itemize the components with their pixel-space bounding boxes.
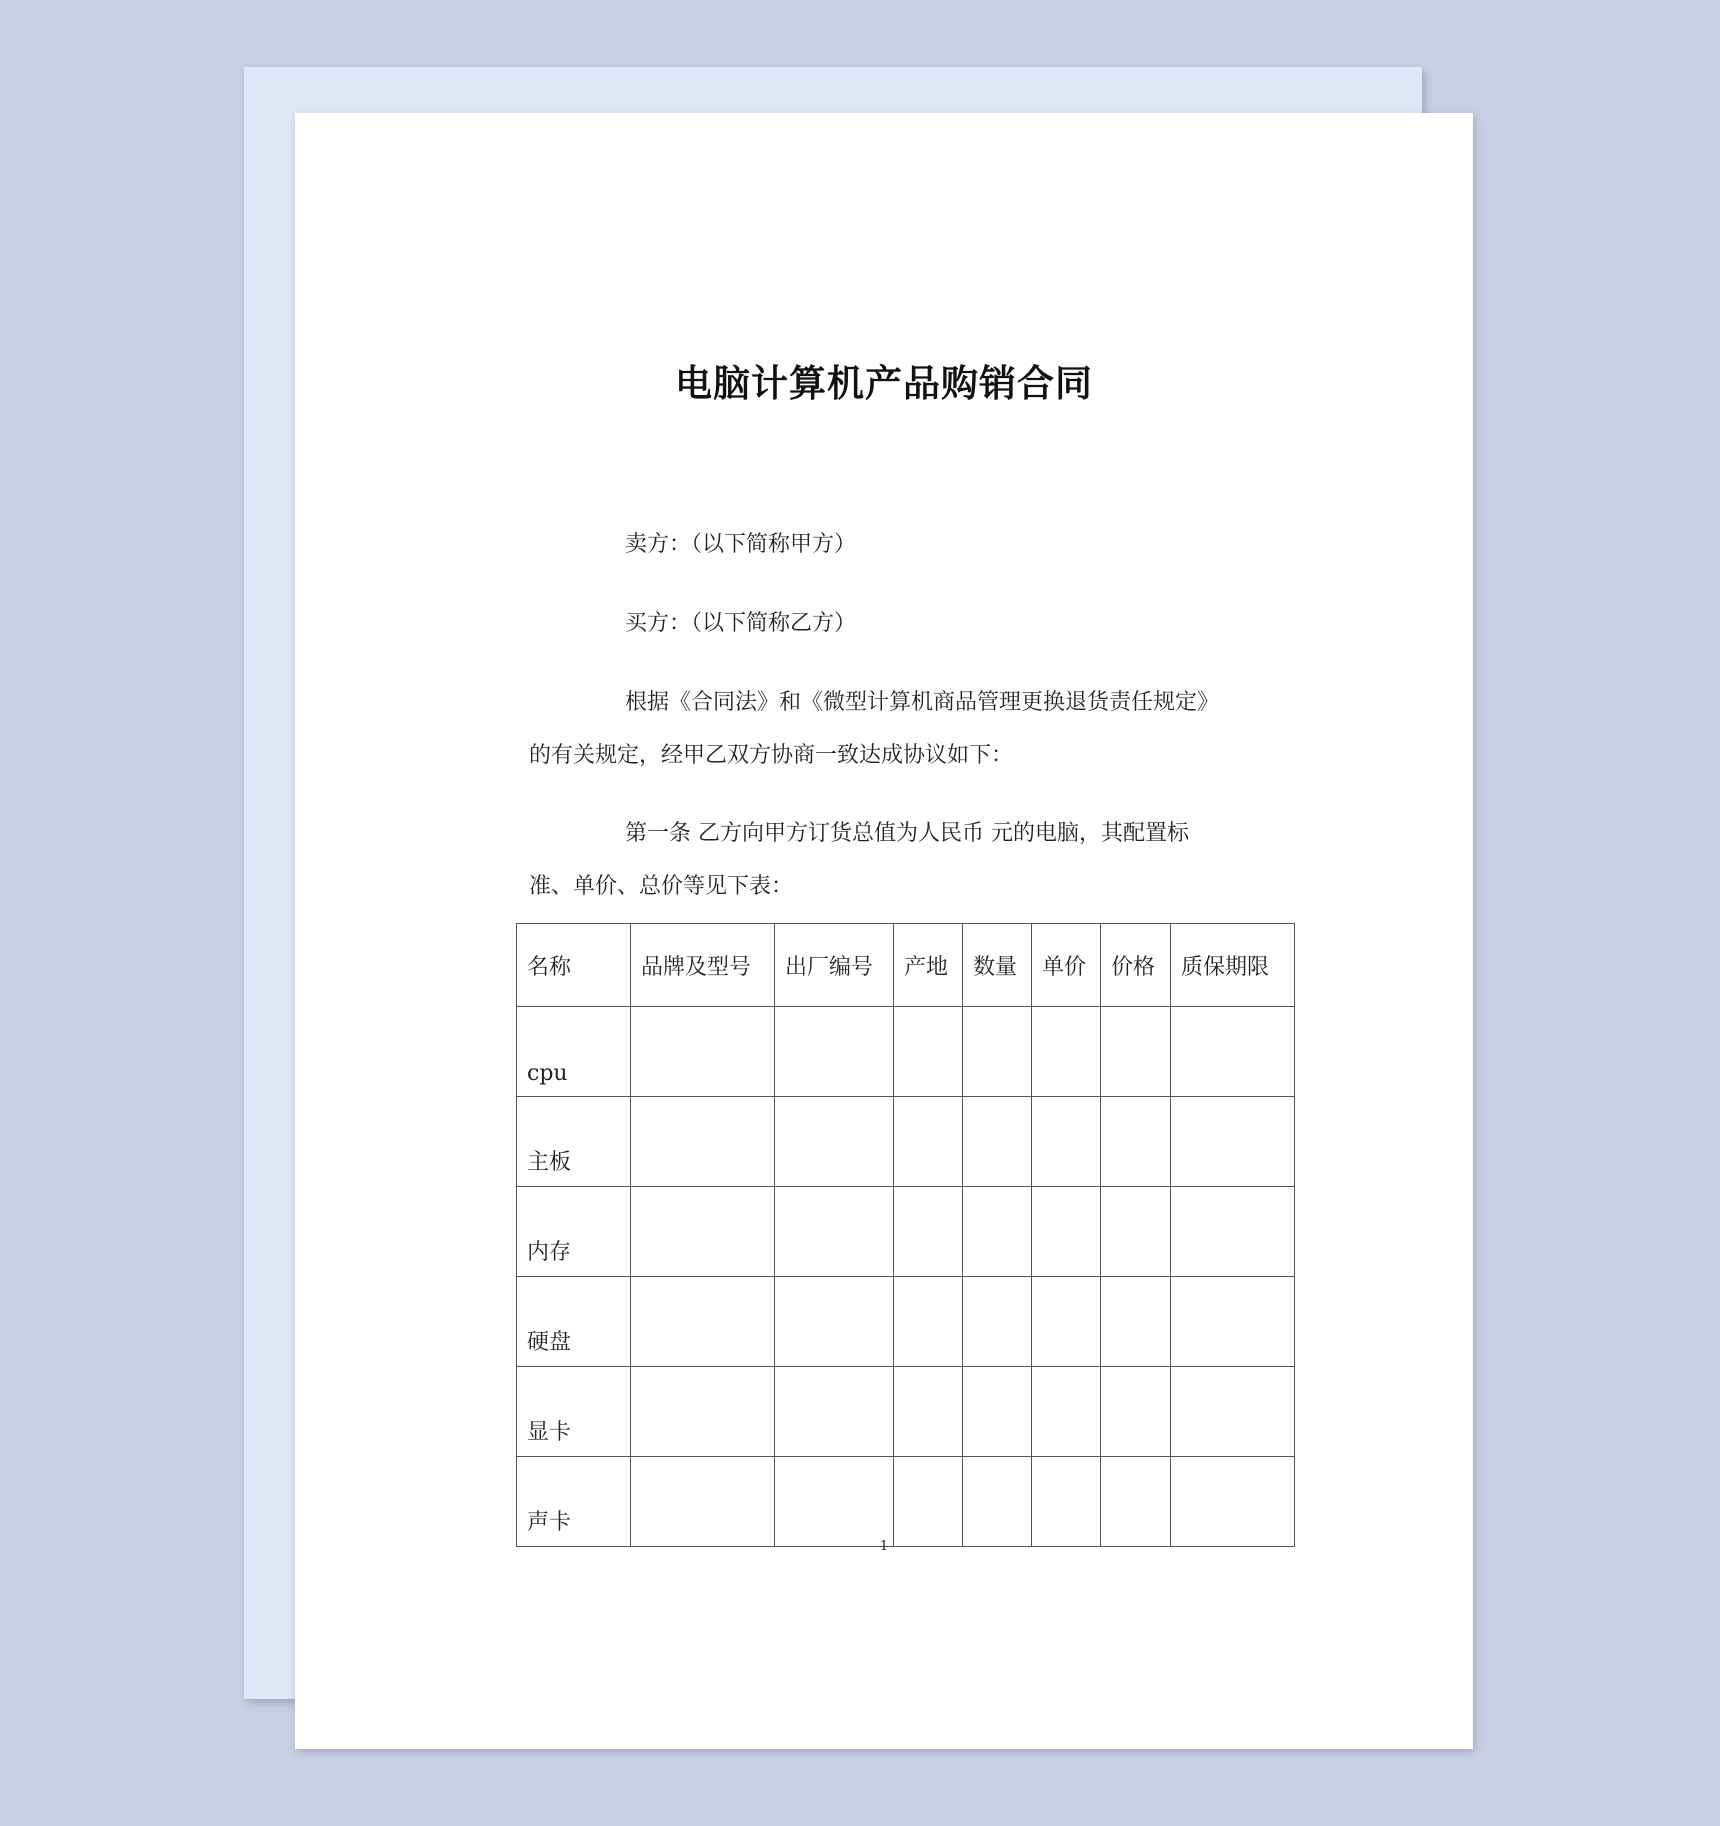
row-name-cell: 显卡: [517, 1367, 631, 1457]
empty-cell: [631, 1187, 775, 1277]
empty-cell: [894, 1367, 963, 1457]
row-name-cell: 硬盘: [517, 1277, 631, 1367]
table-row: [517, 1457, 1295, 1547]
empty-cell: [1032, 1457, 1101, 1547]
empty-cell: [631, 1277, 775, 1367]
seller-line: 卖方：（以下简称甲方）: [625, 532, 857, 557]
empty-cell: [963, 1187, 1032, 1277]
empty-cell: [894, 1187, 963, 1277]
buyer-line: 买方：（以下简称乙方）: [625, 611, 857, 636]
empty-cell: [963, 1277, 1032, 1367]
empty-cell: [894, 1097, 963, 1187]
empty-cell: [963, 1007, 1032, 1097]
document-page: [295, 113, 1473, 1749]
empty-cell: [894, 1277, 963, 1367]
table-row: [517, 1367, 1295, 1457]
table-row: [517, 1187, 1295, 1277]
empty-cell: [1171, 1457, 1295, 1547]
empty-cell: [894, 1457, 963, 1547]
empty-cell: [631, 1457, 775, 1547]
empty-cell: [775, 1457, 894, 1547]
empty-cell: [963, 1367, 1032, 1457]
empty-cell: [963, 1097, 1032, 1187]
empty-cell: [1171, 1007, 1295, 1097]
empty-cell: [1101, 1007, 1171, 1097]
empty-cell: [1101, 1277, 1171, 1367]
header-cell-origin: 产地: [894, 924, 963, 1007]
header-cell-brand-model: 品牌及型号: [631, 924, 775, 1007]
clause1-line-2: 准、单价、总价等见下表：: [529, 874, 794, 899]
empty-cell: [1032, 1097, 1101, 1187]
empty-cell: [1171, 1367, 1295, 1457]
header-cell-price: 价格: [1101, 924, 1171, 1007]
empty-cell: [1032, 1187, 1101, 1277]
empty-cell: [631, 1097, 775, 1187]
table-row: [517, 1007, 1295, 1097]
table-row: [517, 1097, 1295, 1187]
spec-table: [516, 923, 1295, 1547]
empty-cell: [1032, 1277, 1101, 1367]
empty-cell: [1032, 1007, 1101, 1097]
header-cell-name: 名称: [517, 924, 631, 1007]
header-cell-quantity: 数量: [963, 924, 1032, 1007]
row-name-cell: cpu: [517, 1007, 631, 1097]
row-name-cell: 内存: [517, 1187, 631, 1277]
intro-line-1: 根据《合同法》和《微型计算机商品管理更换退货责任规定》: [625, 690, 1220, 715]
header-cell-warranty: 质保期限: [1171, 924, 1295, 1007]
table-row: [517, 1277, 1295, 1367]
empty-cell: [1171, 1277, 1295, 1367]
document-title: 电脑计算机产品购销合同: [675, 362, 1093, 405]
clause1-line-1: 第一条 乙方向甲方订货总值为人民币 元的电脑，其配置标: [625, 821, 1189, 846]
row-name-cell: 声卡: [517, 1457, 631, 1547]
empty-cell: [1171, 1097, 1295, 1187]
empty-cell: [1171, 1187, 1295, 1277]
header-cell-serial-number: 出厂编号: [775, 924, 894, 1007]
empty-cell: [775, 1277, 894, 1367]
empty-cell: [894, 1007, 963, 1097]
empty-cell: [631, 1007, 775, 1097]
table-header-row: [517, 924, 1295, 1007]
row-name-cell: 主板: [517, 1097, 631, 1187]
empty-cell: [1032, 1367, 1101, 1457]
page-number: 1: [879, 1539, 889, 1554]
empty-cell: [963, 1457, 1032, 1547]
empty-cell: [1101, 1187, 1171, 1277]
empty-cell: [631, 1367, 775, 1457]
empty-cell: [1101, 1457, 1171, 1547]
empty-cell: [775, 1097, 894, 1187]
header-cell-unit-price: 单价: [1032, 924, 1101, 1007]
empty-cell: [775, 1187, 894, 1277]
intro-line-2: 的有关规定，经甲乙双方协商一致达成协议如下：: [529, 743, 1014, 768]
empty-cell: [1101, 1367, 1171, 1457]
empty-cell: [775, 1367, 894, 1457]
empty-cell: [775, 1007, 894, 1097]
empty-cell: [1101, 1097, 1171, 1187]
